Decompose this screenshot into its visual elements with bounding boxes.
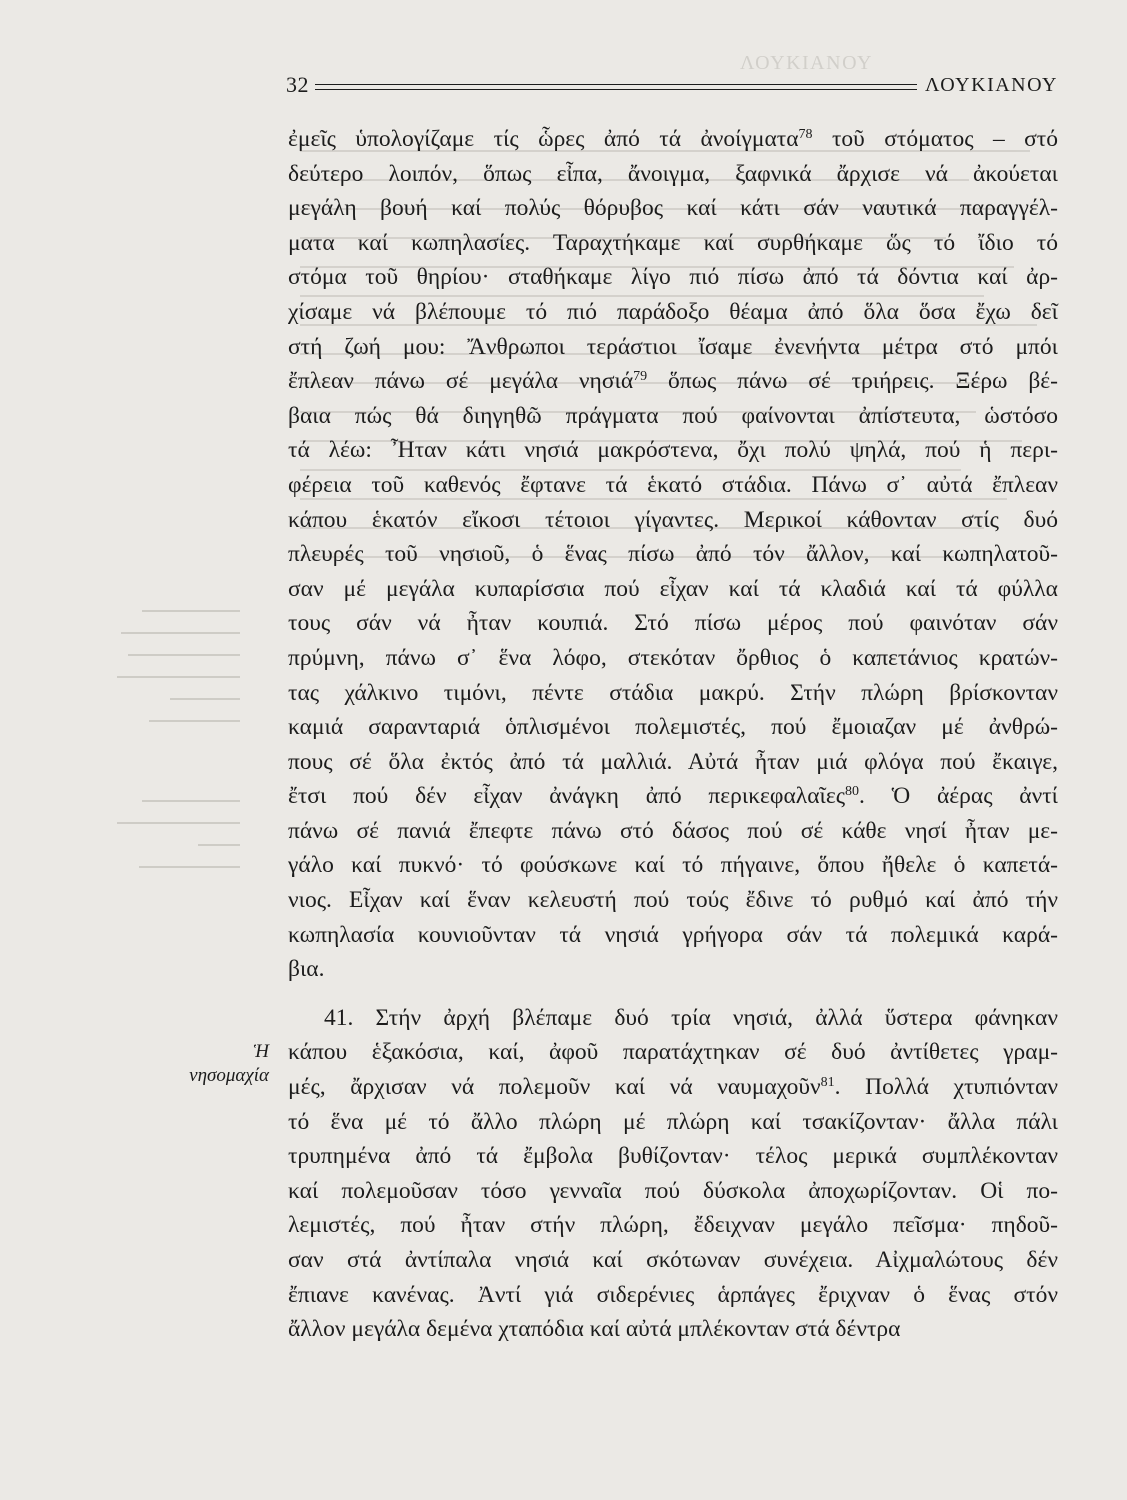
line-text: χίσαμε νά βλέπουμε τό πιό παράδοξο θέαμα ἀπό ὅλα ὅσα ἔχω δεῖ [288, 298, 1058, 325]
text-line [288, 1070, 1058, 1105]
line-text: τας χάλκινο τιμόνι, πέντε στάδια μακρύ. Στήν πλώρη βρίσκονταν [288, 679, 1058, 706]
text-line [288, 710, 1058, 745]
line-text: πάνω σέ πανιά ἔπεφτε πάνω στό δάσος πού σέ κάθε νησί ἦταν με- [288, 817, 1058, 844]
line-text: ἐμεῖς ὑπολογίζαμε τίς ὧρες ἀπό τά ἀνοίγματα [288, 126, 799, 152]
margin-note [189, 1040, 269, 1088]
text-line [288, 676, 1058, 711]
line-text: ἄλλον μεγάλα δεμένα χταπόδια καί αὐτά μπλέκονταν στά δέντρα [288, 1316, 901, 1343]
show-through-margin-note [100, 610, 240, 742]
line-text: στή ζωή μου: Ἄνθρωποι τεράστιοι ἴσαμε ἐνενήντα μέτρα στό μπόι [288, 333, 1058, 360]
text-line [288, 1139, 1058, 1174]
line-text: μές, ἄρχισαν νά πολεμοῦν καί νά ναυμαχοῦν [288, 1074, 821, 1101]
line-text: πλευρές τοῦ νησιοῦ, ὁ ἕνας πίσω ἀπό τόν ἄλλον, καί κωπηλατοῦ- [288, 541, 1058, 568]
line-text: βαια πώς θά διηγηθῶ πράγματα πού φαίνονται ἀπίστευτα, ὡστόσο [288, 402, 1058, 429]
text-line [288, 191, 1058, 226]
line-text: φέρεια τοῦ καθενός ἔφτανε τά ἑκατό στάδια. Πάνω σ᾽ αὐτά ἔπλεαν [288, 471, 1058, 498]
running-title: ΛΟΥΚΙΑΝΟΥ [925, 74, 1058, 96]
line-text: γάλο καί πυκνό· τό φούσκωνε καί τό πήγαινε, ὅπου ἤθελε ὁ καπετά- [288, 852, 1058, 879]
text-line [288, 1312, 1058, 1347]
footnote-mark: 78 [798, 127, 813, 142]
margin-note-line: νησομαχία [189, 1065, 269, 1086]
line-text: 41. Στήν ἀρχή βλέπαμε δυό τρία νησιά, ἀλλά ὕστερα φάνηκαν [324, 1004, 1058, 1031]
text-line [288, 364, 1058, 399]
line-text: μεγάλη βουή καί πολύς θόρυβος καί κάτι σάν ναυτικά παραγγέλ- [288, 195, 1058, 222]
margin-note-line: Ἡ [253, 1041, 269, 1062]
show-through-header: ΛΟΥΚΙΑΝΟΥ [740, 52, 873, 74]
text-line [288, 745, 1058, 780]
line-text: πους σέ ὅλα ἐκτός ἀπό τά μαλλιά. Αὐτά ἦταν μιά φλόγα πού ἔκαιγε, [288, 748, 1058, 775]
text-line [288, 572, 1058, 607]
line-text-continuation: τοῦ στόματος – στό [812, 126, 1058, 152]
line-text: τά λέω: Ἦταν κάτι νησιά μακρόστενα, ὄχι πολύ ψηλά, πού ἡ περι- [288, 437, 1058, 464]
line-text: ἔπλεαν πάνω σέ μεγάλα νησιά [288, 368, 634, 395]
text-line [288, 399, 1058, 434]
line-text: στόμα τοῦ θηρίου· σταθήκαμε λίγο πιό πίσω ἀπό τά δόντια καί ἀρ- [288, 264, 1058, 291]
text-line [288, 226, 1058, 261]
line-text-continuation: ὅπως πάνω σέ τριήρεις. Ξέρω βέ- [647, 368, 1059, 395]
line-text: σαν στά ἀντίπαλα νησιά καί σκότωναν συνέχεια. Αἰχμαλώτους δέν [288, 1247, 1058, 1273]
line-text: καί πολεμοῦσαν τόσο γενναῖα πού δύσκολα ἀποχωρίζονταν. Οἱ πο- [288, 1177, 1058, 1204]
text-line [288, 952, 1058, 987]
line-text: δεύτερο λοιπόν, ὅπως εἶπα, ἄνοιγμα, ξαφνικά ἄρχισε νά ἀκούεται [288, 160, 1058, 187]
line-text: ἔτσι πού δέν εἶχαν ἀνάγκη ἀπό περικεφαλαῖες [288, 783, 845, 810]
paragraph [288, 1001, 1058, 1347]
text-line [288, 433, 1058, 468]
text-line [288, 641, 1058, 676]
line-text: καμιά σαρανταριά ὁπλισμένοι πολεμιστές, πού ἔμοιαζαν μέ ἀνθρώ- [288, 714, 1058, 741]
text-line [288, 1035, 1058, 1070]
text-line [288, 503, 1058, 538]
footnote-mark: 80 [845, 784, 859, 800]
text-line [288, 606, 1058, 641]
line-text: λεμιστές, πού ἦταν στήν πλώρη, ἔδειχναν μεγάλο πεῖσμα· πηδοῦ- [288, 1212, 1058, 1239]
line-text-continuation: . Πολλά χτυπιόνταν [834, 1074, 1058, 1101]
text-line [288, 468, 1058, 503]
text-line [288, 883, 1058, 918]
text-line [288, 779, 1058, 814]
text-line [288, 918, 1058, 953]
line-text: σαν μέ μεγάλα κυπαρίσσια πού εἶχαν καί τά κλαδιά καί τά φύλλα [288, 575, 1058, 602]
text-line [288, 1243, 1058, 1278]
text-line [288, 122, 1058, 157]
line-text: ματα καί κωπηλασίες. Ταραχτήκαμε καί συρθήκαμε ὥς τό ἴδιο τό [288, 229, 1058, 256]
text-line [288, 537, 1058, 572]
footnote-mark: 81 [820, 1075, 835, 1091]
text-line [288, 157, 1058, 192]
text-line [288, 1001, 1058, 1036]
line-text: πρύμνη, πάνω σ᾽ ἕνα λόφο, στεκόταν ὄρθιος ὁ καπετάνιος κρατών- [288, 644, 1058, 671]
line-text: κωπηλασία κουνιοῦνταν τά νησιά γρήγορα σάν τά πολεμικά καρά- [288, 921, 1058, 948]
text-line [288, 848, 1058, 883]
header-rule [315, 84, 917, 90]
footnote-mark: 79 [633, 369, 648, 385]
line-text: τους σάν νά ἦταν κουπιά. Στό πίσω μέρος πού φαινόταν σάν [288, 610, 1058, 637]
line-text: κάπου ἑκατόν εἴκοσι τέτοιοι γίγαντες. Μερικοί κάθονταν στίς δυό [288, 506, 1058, 533]
text-line [288, 1105, 1058, 1140]
body-text [288, 122, 1058, 1347]
line-text: κάπου ἑξακόσια, καί, ἀφοῦ παρατάχτηκαν σέ δυό ἀντίθετες γραμ- [288, 1039, 1058, 1066]
paragraph [288, 122, 1058, 987]
text-line [288, 1208, 1058, 1243]
show-through-margin-note [100, 800, 240, 888]
line-text: βια. [288, 956, 325, 983]
line-text-continuation: . Ὁ ἀέρας ἀντί [859, 783, 1058, 810]
text-line [288, 1278, 1058, 1313]
running-header [286, 66, 1058, 96]
text-line [288, 295, 1058, 330]
text-line [288, 260, 1058, 295]
text-line [288, 1174, 1058, 1209]
line-text: τρυπημένα ἀπό τά ἔμβολα βυθίζονταν· τέλος μερικά συμπλέκονταν [288, 1143, 1058, 1170]
page-number: 32 [286, 72, 309, 97]
paragraph-gap [288, 987, 1058, 1001]
line-text: ἔπιανε κανένας. Ἀντί γιά σιδερένιες ἁρπάγες ἔριχναν ὁ ἕνας στόν [288, 1281, 1058, 1308]
line-text: νιος. Εἶχαν καί ἕναν κελευστή πού τούς ἔδινε τό ρυθμό καί ἀπό τήν [288, 887, 1058, 914]
text-line [288, 330, 1058, 365]
line-text: τό ἕνα μέ τό ἄλλο πλώρη μέ πλώρη καί τσακίζονταν· ἄλλα πάλι [288, 1108, 1058, 1135]
text-line [288, 814, 1058, 849]
